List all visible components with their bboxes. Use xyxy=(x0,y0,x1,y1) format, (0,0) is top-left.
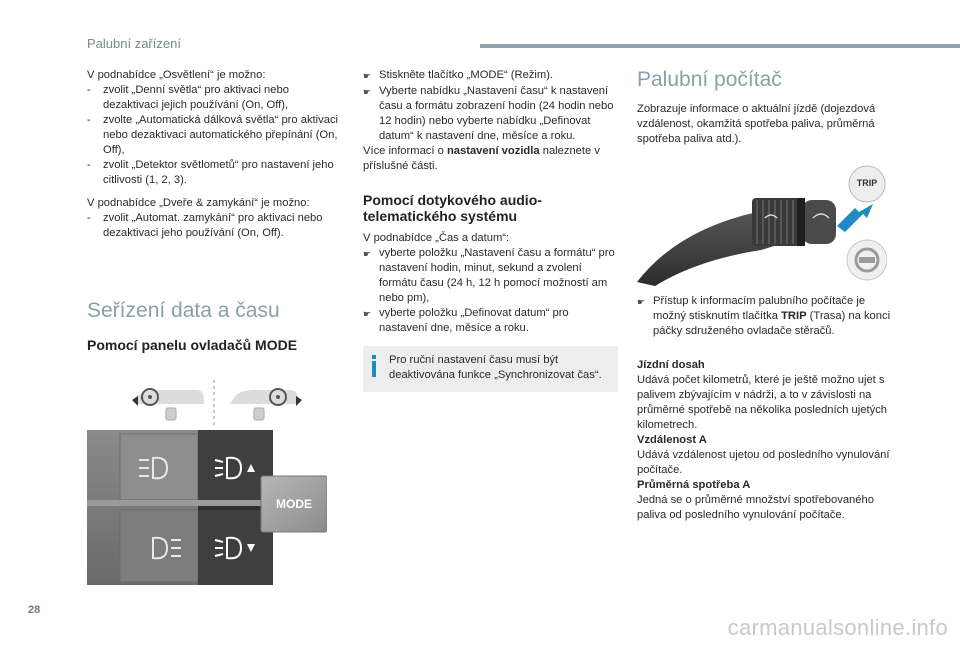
list-item: ☛ Stiskněte tlačítko „MODE“ (Režim). xyxy=(363,68,618,84)
info-icon xyxy=(369,355,379,377)
list-item: ☛ Vyberte nabídku „Nastavení času“ k nastavení času a formátu zobrazení hodin (24 hodin nebo 12 hodin) nebo vyberte nabídku „Definovat datum“ k nastavení dne, měsíce a roku. xyxy=(363,85,614,142)
page-number: 28 xyxy=(28,604,41,616)
range-text: Udává počet kilometrů, které je ještě možno ujet s palivem zbývajícím v nádrži, a to v závislosti na průměrné spotřebě na několika posledních ujetých kilometrech. xyxy=(637,374,888,431)
mode-button-label: MODE xyxy=(276,497,312,511)
trip-button-label: TRIP xyxy=(856,178,878,188)
section-title-date-time: Seřízení data a času xyxy=(87,299,280,322)
mode-control-panel-image xyxy=(87,430,327,585)
heading-range: Jízdní dosah xyxy=(637,359,705,371)
average-consumption-text: Jedná se o průměrné množství spotřebovaného paliva od posledního vynulování počítače. xyxy=(637,494,874,521)
column-3-lower xyxy=(637,294,892,523)
header-accent-bar xyxy=(480,44,960,48)
running-header: Palubní zařízení xyxy=(87,36,181,51)
steering-wheel-diagram xyxy=(130,378,305,428)
list-item: - zvolit „Automat. zamykání“ pro aktivaci nebo dezaktivaci jeho používání (On, Off). xyxy=(87,212,323,239)
trip-computer-intro: Zobrazuje informace o aktuální jízdě (dojezdová vzdálenost, okamžitá spotřeba paliva, průměrná spotřeba paliva atd.). xyxy=(637,103,876,145)
arrow-bullet-icon: ☛ xyxy=(363,71,372,81)
info-note-text: Pro ruční nastavení času musí být deaktivována funkce „Synchronizovat čas“. xyxy=(389,354,602,381)
time-date-intro: V podnabídce „Čas a datum“: xyxy=(363,232,510,244)
heading-distance: Vzdálenost A xyxy=(637,434,707,446)
list-item: - zvolte „Automatická dálková světla“ pro aktivaci nebo dezaktivaci automatického přepínání (On, Off), xyxy=(87,114,339,156)
arrow-bullet-icon: ☛ xyxy=(363,87,372,97)
doors-intro: V podnabídce „Dveře & zamykání“ je možno: xyxy=(87,197,310,209)
lighting-intro: V podnabídce „Osvětlení“ je možno: xyxy=(87,69,266,81)
watermark: carmanualsonline.info xyxy=(727,615,948,640)
more-info-text: Více informací o nastavení vozidla naleznete v příslušné části. xyxy=(363,145,600,172)
info-note-box xyxy=(363,346,618,392)
list-item: ☛ vyberte položku „Nastavení času a formátu“ pro nastavení hodin, minut, sekund a zvolení formátu času (24 h, 12 h pomocí možností am nebo pm), xyxy=(363,247,615,304)
section-title-trip-computer: Palubní počítač xyxy=(637,68,782,91)
column-3 xyxy=(637,68,892,147)
distance-text: Udává vzdálenost ujetou od posledního vynulování počítače. xyxy=(637,449,890,476)
list-item: ☛ vyberte položku „Definovat datum“ pro nastavení dne, měsíce a roku. xyxy=(363,307,569,334)
arrow-bullet-icon: ☛ xyxy=(363,309,372,319)
list-item: ☛ Přístup k informacím palubního počítače je možný stisknutím tlačítka TRIP (Trasa) na konci páčky sdruženého ovladače stěračů. xyxy=(637,295,891,337)
wiper-stalk-trip-image xyxy=(637,160,887,290)
column-1 xyxy=(87,68,342,353)
column-2 xyxy=(363,68,618,392)
list-item: - zvolit „Denní světla“ pro aktivaci nebo dezaktivaci jejich používání (On, Off), xyxy=(87,84,289,111)
arrow-bullet-icon: ☛ xyxy=(363,249,372,259)
subsection-title-touch-system: Pomocí dotykového audio-telematického systému xyxy=(363,192,542,224)
heading-average-consumption: Průměrná spotřeba A xyxy=(637,479,751,491)
list-item: - zvolit „Detektor světlometů“ pro nastavení jeho citlivosti (1, 2, 3). xyxy=(87,159,334,186)
arrow-bullet-icon: ☛ xyxy=(637,297,646,307)
subsection-title-mode-panel: Pomocí panelu ovladačů MODE xyxy=(87,337,298,353)
